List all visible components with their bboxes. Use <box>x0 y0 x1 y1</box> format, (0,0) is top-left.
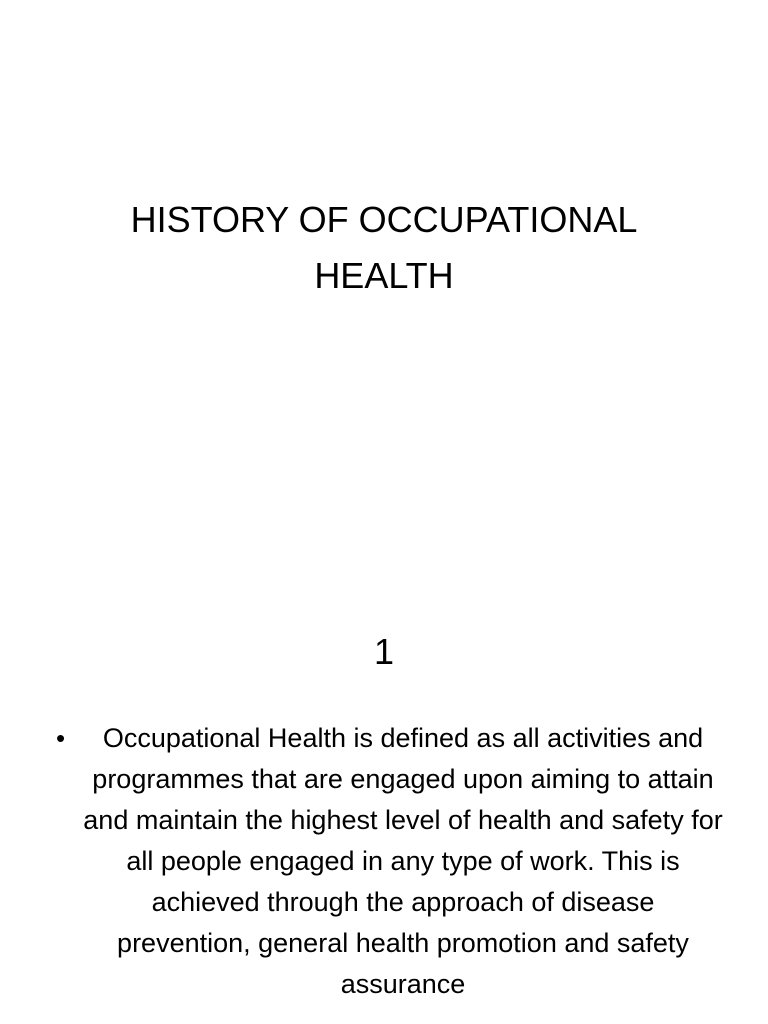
bullet-item <box>52 718 724 1005</box>
bullet-list <box>52 718 724 1005</box>
slide-number: 1 <box>373 631 395 672</box>
bullet-dot-icon: • <box>56 723 66 753</box>
slide-title: HISTORY OF OCCUPATIONAL HEALTH <box>130 199 638 296</box>
bullet-text: Occupational Health is defined as all activities and programmes that are engaged upon aiming to attain and maintain the highest level of health and safety for all people engaged in any type of work. This is achieved through the approach of disease prevention, general health promotion and safety assurance <box>83 723 723 999</box>
